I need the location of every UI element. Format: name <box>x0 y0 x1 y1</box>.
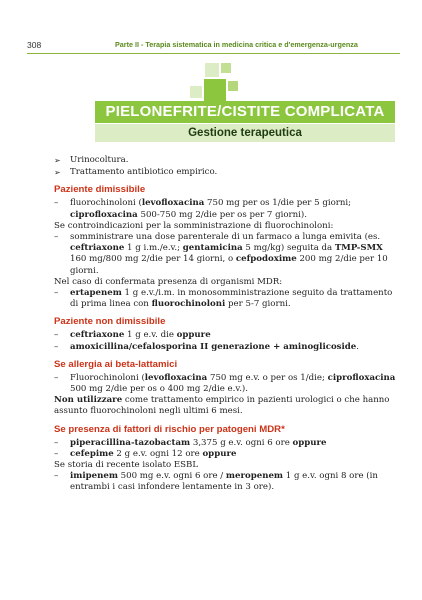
header-rule <box>27 53 400 54</box>
section-heading: Paziente non dimissibile <box>54 316 166 328</box>
paragraph: Se storia di recente isolato ESBL <box>54 460 199 471</box>
list-item: ➢ Urinocoltura. <box>54 155 129 165</box>
paragraph: Nel caso di confermata presenza di organismi MDR: <box>54 276 283 287</box>
list-item: – amoxicillina/cefalosporina II generazione + aminoglicoside. <box>54 341 359 352</box>
chapter-subtitle: Gestione terapeutica <box>95 124 395 142</box>
list-item: – somministrare una dose parenterale di un farmaco a lunga emivita (es. ceftriaxone 1 g i.m./e.v.; gentamicina 5 mg/kg) seguita da TMP-SMX 160 mg/800 mg 2/die per 14 giorni, o cefpodoxime 200 mg 2/die per 10 giorni. <box>54 232 388 276</box>
page-number: 308 <box>27 40 42 50</box>
running-title: Parte II - Terapia sistematica in medicina critica e d'emergenza-urgenza <box>115 40 358 49</box>
list-item: ➢ Trattamento antibiotico empirico. <box>54 167 218 178</box>
list-item: – Fluorochinoloni (levofloxacina 750 mg e.v. o per os 1/die; ciprofloxacina 500 mg 2/die per os o 400 mg 2/die e.v.). <box>54 372 396 395</box>
paragraph: Non utilizzare come trattamento empirico in pazienti urologici o che hanno assunto fluorochinoloni negli ultimi 6 mesi. <box>54 395 390 417</box>
chapter-title: PIELONEFRITE/CISTITE COMPLICATA <box>95 101 395 123</box>
section-heading: Se allergia ai beta-lattamici <box>54 358 178 370</box>
list-item: – cefepime 2 g e.v. ogni 12 ore oppure <box>54 448 237 459</box>
list-item: – imipenem 500 mg e.v. ogni 6 ore / meropenem 1 g e.v. ogni 8 ore (in entrambi i casi infondere lentamente in 3 ore). <box>54 471 378 493</box>
arrow-bullet-icon: ➢ <box>54 156 61 165</box>
section-heading: Paziente dimissibile <box>54 184 146 196</box>
paragraph: Se controindicazioni per la somministrazione di fluorochinoloni: <box>54 220 334 231</box>
section-heading: Se presenza di fattori di rischio per patogeni MDR* <box>54 423 285 435</box>
list-item: – ceftriaxone 1 g e.v. die oppure <box>54 330 211 341</box>
list-item: – piperacillina-tazobactam 3,375 g e.v. ogni 6 ore oppure <box>54 437 327 448</box>
list-item: – fluorochinoloni (levofloxacina 750 mg per os 1/die per 5 giorni; ciprofloxacina 500-750 mg 2/die per os per 7 giorni). <box>54 198 352 220</box>
arrow-bullet-icon: ➢ <box>54 168 61 178</box>
main-content <box>54 155 396 494</box>
list-item: – ertapenem 1 g e.v./i.m. in monosomministrazione seguito da trattamento di prima linea con fluorochinoloni per 5-7 giorni. <box>54 288 393 310</box>
